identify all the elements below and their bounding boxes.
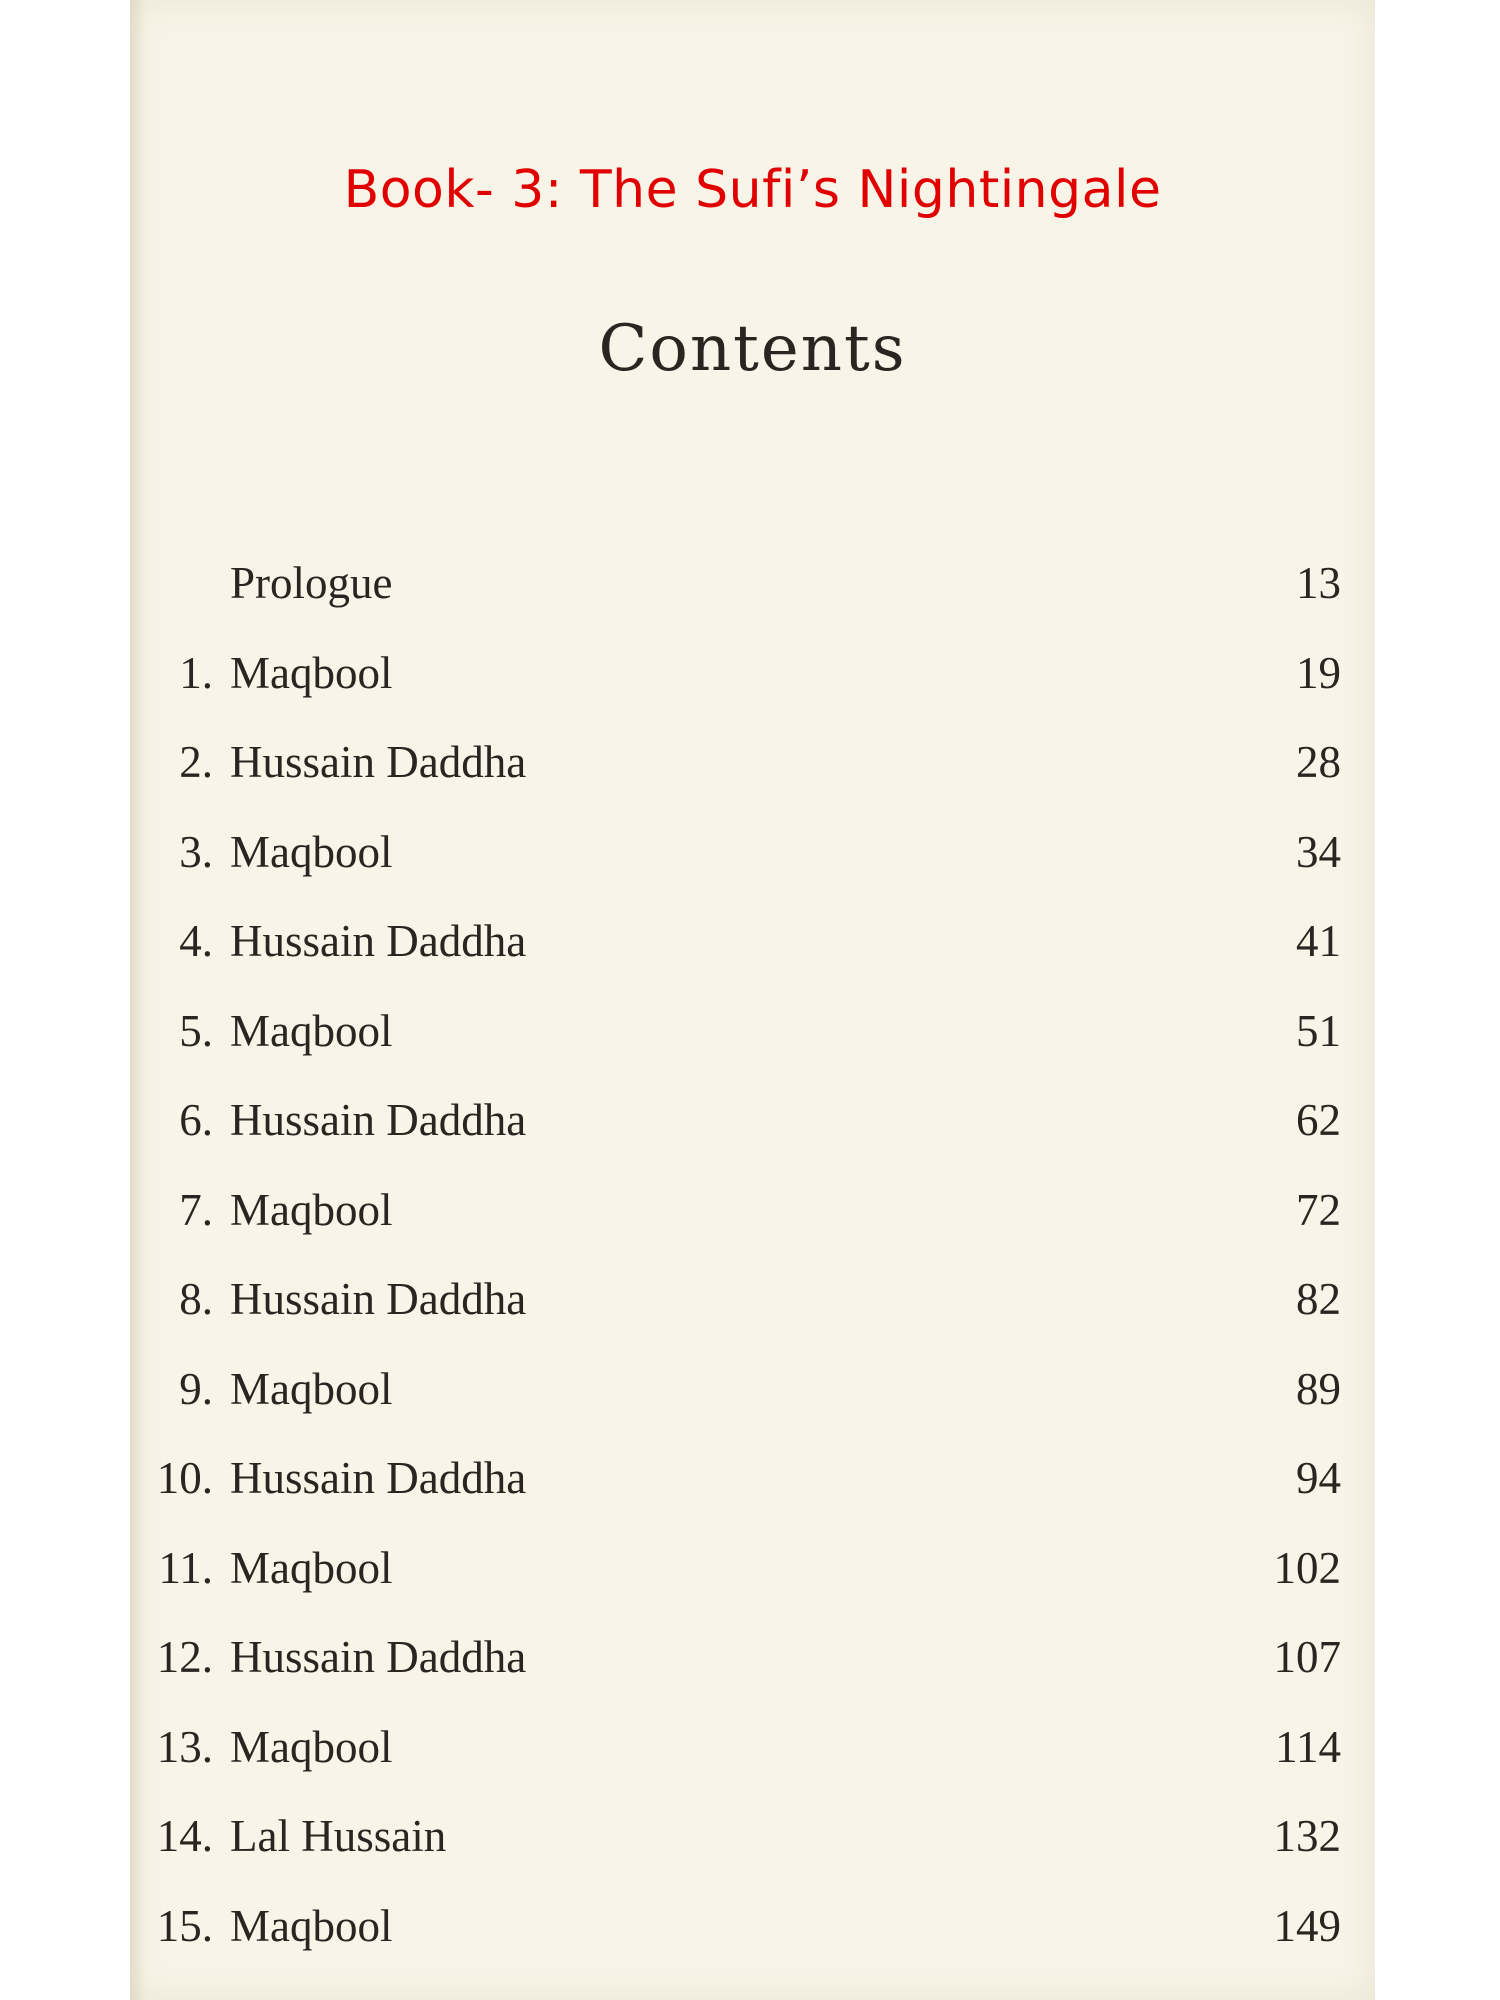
toc-entry[interactable] — [130, 1452, 1375, 1542]
toc-title: Hussain Daddha — [230, 737, 527, 787]
toc-page-number: 19 — [1296, 647, 1341, 698]
toc-page-number: 149 — [1273, 1900, 1341, 1951]
toc-number: 1. — [179, 647, 213, 698]
toc-number: 6. — [179, 1095, 213, 1145]
toc-entry[interactable] — [130, 1721, 1375, 1811]
toc-entry[interactable] — [130, 1363, 1375, 1453]
toc-title: Hussain Daddha — [230, 1274, 527, 1324]
page-title: Contents — [598, 312, 907, 386]
toc-number: 9. — [179, 1363, 213, 1414]
toc-number: 3. — [179, 826, 213, 877]
toc-page-number: 89 — [1296, 1363, 1341, 1414]
toc-title: Maqbool — [230, 1005, 393, 1056]
toc-page-number: 62 — [1296, 1095, 1341, 1145]
toc-page-number: 94 — [1296, 1453, 1341, 1503]
toc-page-number: 51 — [1296, 1005, 1341, 1056]
toc-number: 14. — [156, 1811, 213, 1861]
book-label: Book- 3: The Sufi’s Nightingale — [343, 160, 1162, 220]
toc-number: 15. — [156, 1900, 213, 1951]
toc-title: Maqbool — [230, 1900, 393, 1951]
toc-page-number: 72 — [1296, 1184, 1341, 1235]
toc-title: Hussain Daddha — [230, 916, 527, 966]
toc-number: 5. — [179, 1005, 213, 1056]
toc-title: Prologue — [230, 558, 393, 608]
toc-entry[interactable] — [130, 1542, 1375, 1632]
toc-title: Hussain Daddha — [230, 1453, 527, 1503]
toc-title: Maqbool — [230, 1542, 393, 1593]
toc-page-number: 102 — [1273, 1542, 1341, 1593]
toc-page-number: 114 — [1275, 1721, 1341, 1772]
toc-number: 7. — [179, 1184, 213, 1235]
toc-entry[interactable] — [130, 826, 1375, 916]
toc-title: Maqbool — [230, 1184, 393, 1235]
toc-entry[interactable] — [130, 1094, 1375, 1184]
toc-entry[interactable] — [130, 647, 1375, 737]
toc-title: Maqbool — [230, 647, 393, 698]
toc-entry[interactable] — [130, 557, 1375, 647]
toc-title: Maqbool — [230, 1721, 393, 1772]
toc-page-number: 107 — [1273, 1632, 1341, 1682]
toc-page-number: 34 — [1296, 826, 1341, 877]
toc-entry[interactable] — [130, 915, 1375, 1005]
toc-entry[interactable] — [130, 1810, 1375, 1900]
toc-page-number: 82 — [1296, 1274, 1341, 1324]
toc-entry[interactable] — [130, 1273, 1375, 1363]
toc-number: 2. — [179, 737, 213, 787]
toc-title: Maqbool — [230, 826, 393, 877]
toc-entry[interactable] — [130, 1184, 1375, 1274]
toc-entry[interactable] — [130, 1631, 1375, 1721]
toc-title: Hussain Daddha — [230, 1095, 527, 1145]
toc-number: 12. — [156, 1632, 213, 1682]
table-of-contents — [130, 557, 1375, 1989]
toc-number: 4. — [179, 916, 213, 966]
toc-page-number: 28 — [1296, 737, 1341, 787]
toc-title: Hussain Daddha — [230, 1632, 527, 1682]
toc-number: 11. — [158, 1542, 213, 1593]
book-page — [130, 0, 1375, 2000]
toc-entry[interactable] — [130, 1900, 1375, 1990]
toc-title: Lal Hussain — [230, 1811, 447, 1861]
toc-number: 8. — [179, 1274, 213, 1324]
toc-entry[interactable] — [130, 736, 1375, 826]
toc-number: 13. — [156, 1721, 213, 1772]
toc-page-number: 41 — [1296, 916, 1341, 966]
toc-title: Maqbool — [230, 1363, 393, 1414]
toc-page-number: 13 — [1296, 558, 1341, 608]
toc-page-number: 132 — [1273, 1811, 1341, 1861]
toc-number: 10. — [156, 1453, 213, 1503]
toc-entry[interactable] — [130, 1005, 1375, 1095]
